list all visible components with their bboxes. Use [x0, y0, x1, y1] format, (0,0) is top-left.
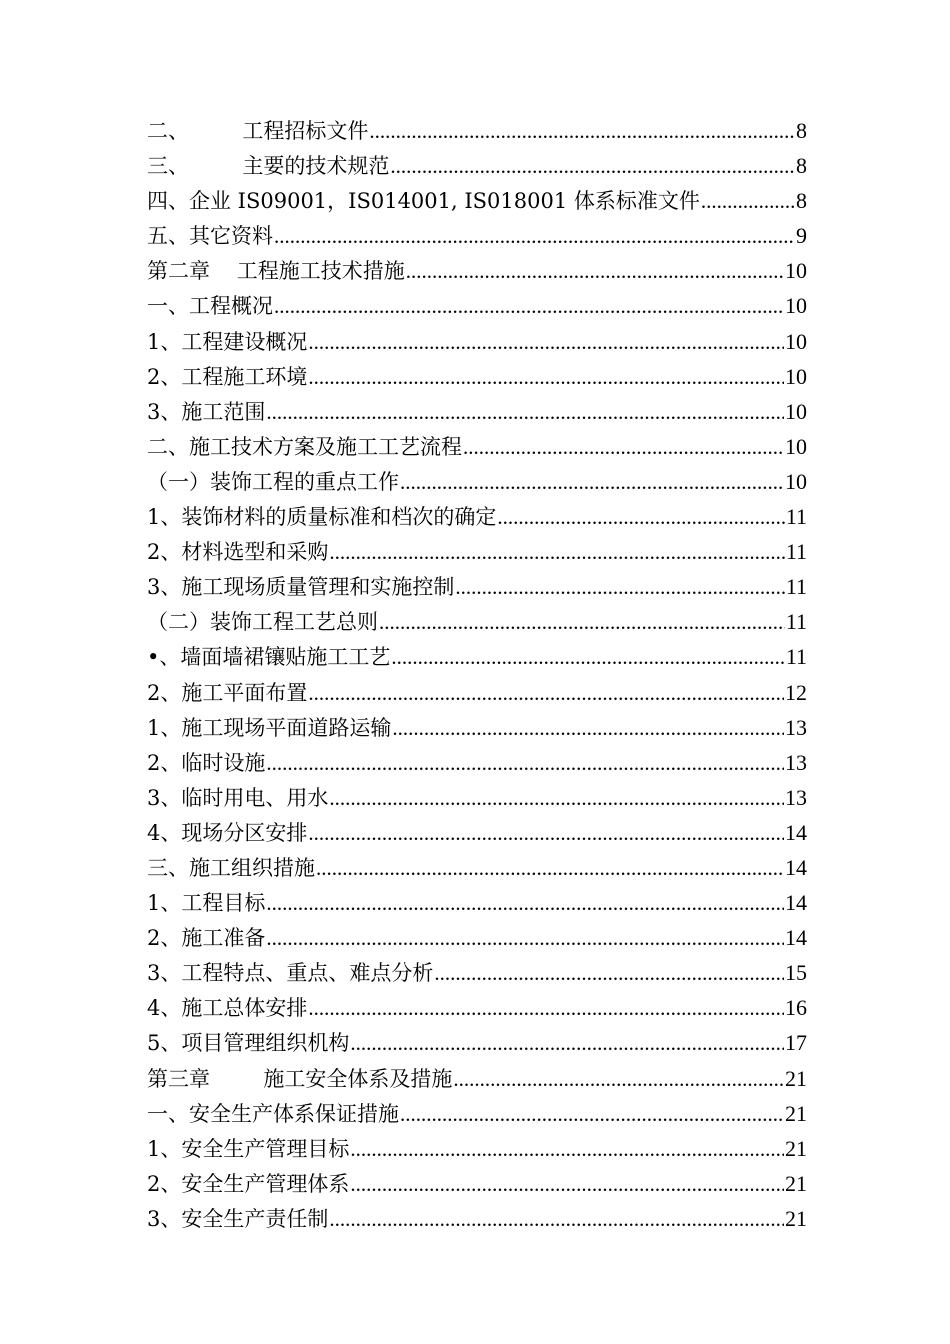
toc-entry[interactable] — [147, 324, 807, 359]
toc-entry[interactable] — [147, 990, 807, 1025]
toc-entry-title: 2、工程施工环境 — [147, 364, 308, 389]
dot-leader — [497, 500, 784, 535]
dot-leader — [329, 535, 784, 570]
toc-entry-page-number: 21 — [785, 1065, 807, 1091]
toc-entry-title: （二）装饰工程工艺总则 — [147, 610, 378, 635]
dot-leader — [392, 711, 784, 746]
toc-entry[interactable] — [147, 1166, 807, 1201]
toc-entry-page-number: 11 — [785, 644, 807, 670]
toc-entry[interactable] — [147, 920, 807, 955]
toc-entry-title: 3、临时用电、用水 — [147, 785, 329, 810]
dot-leader — [316, 851, 784, 886]
toc-entry[interactable] — [147, 218, 807, 253]
toc-entry-page-number: 10 — [785, 398, 807, 424]
dot-leader — [266, 746, 784, 781]
toc-entry-title: 2、材料选型和采购 — [147, 540, 329, 565]
dot-leader — [390, 149, 795, 184]
toc-entry-title: 4、施工总体安排 — [147, 996, 308, 1021]
toc-entry-page-number: 13 — [785, 749, 807, 775]
dot-leader — [308, 816, 784, 851]
toc-entry-title: 三、施工组织措施 — [147, 855, 315, 880]
toc-entry-page-number: 17 — [785, 1030, 807, 1056]
dot-leader — [434, 956, 784, 991]
toc-entry-title: 二、施工技术方案及施工工艺流程 — [147, 434, 462, 459]
toc-entry-title: 1、装饰材料的质量标准和档次的确定 — [147, 505, 497, 530]
toc-entry-title: 3、施工现场质量管理和实施控制 — [147, 575, 455, 600]
toc-entry-page-number: 8 — [796, 118, 807, 143]
toc-entry[interactable] — [147, 359, 807, 394]
toc-entry-title: 1、安全生产管理目标 — [147, 1136, 350, 1161]
toc-entry-title: •、墙面墙裙镶贴施工工艺 — [147, 645, 391, 670]
toc-entry[interactable] — [147, 394, 807, 429]
toc-entry[interactable] — [147, 1131, 807, 1166]
dot-leader — [266, 395, 784, 430]
toc-entry-page-number: 11 — [785, 574, 807, 600]
toc-entry[interactable] — [147, 183, 807, 218]
toc-entry-page-number: 16 — [785, 995, 807, 1021]
dot-leader — [308, 325, 784, 360]
toc-entry-title: 一、工程概况 — [147, 294, 273, 319]
dot-leader — [369, 114, 795, 149]
dot-leader — [391, 640, 784, 675]
dot-leader — [274, 289, 784, 324]
toc-entry-page-number: 11 — [785, 539, 807, 565]
toc-entry[interactable] — [147, 288, 807, 323]
table-of-contents — [147, 113, 807, 1236]
toc-entry[interactable] — [147, 148, 807, 183]
toc-entry-title: 2、施工准备 — [147, 926, 266, 951]
toc-entry-title: 2、临时设施 — [147, 750, 266, 775]
toc-entry-page-number: 21 — [785, 1100, 807, 1126]
toc-entry-title: （一）装饰工程的重点工作 — [147, 469, 399, 494]
dot-leader — [329, 781, 784, 816]
dot-leader — [308, 676, 784, 711]
toc-entry-title: 一、安全生产体系保证措施 — [147, 1101, 399, 1126]
toc-entry[interactable] — [147, 604, 807, 639]
toc-entry-page-number: 8 — [796, 153, 807, 179]
dot-leader — [308, 991, 784, 1026]
toc-entry-title: 4、现场分区安排 — [147, 820, 308, 845]
dot-leader — [350, 1167, 784, 1202]
toc-entry-title: 3、施工范围 — [147, 399, 266, 424]
toc-entry-title: 1、施工现场平面道路运输 — [147, 715, 392, 740]
toc-entry-title: 第三章 施工安全体系及措施 — [147, 1066, 453, 1091]
toc-entry[interactable] — [147, 113, 807, 148]
dot-leader — [350, 1026, 784, 1061]
toc-entry-page-number: 14 — [785, 854, 807, 880]
dot-leader — [455, 570, 784, 605]
toc-entry-page-number: 10 — [785, 293, 807, 319]
toc-entry[interactable] — [147, 885, 807, 920]
dot-leader — [329, 1202, 784, 1237]
toc-entry-page-number: 13 — [785, 714, 807, 740]
toc-entry[interactable] — [147, 1096, 807, 1131]
toc-entry-page-number: 14 — [785, 925, 807, 951]
toc-entry-page-number: 10 — [785, 433, 807, 459]
dot-leader — [379, 605, 785, 640]
dot-leader — [400, 1097, 784, 1132]
toc-entry[interactable] — [147, 569, 807, 604]
toc-entry[interactable] — [147, 675, 807, 710]
dot-leader — [274, 219, 795, 254]
toc-entry[interactable] — [147, 710, 807, 745]
toc-entry-page-number: 9 — [796, 223, 807, 249]
toc-entry-page-number: 14 — [785, 890, 807, 916]
toc-entry-page-number: 13 — [785, 784, 807, 810]
toc-entry[interactable] — [147, 1201, 807, 1236]
toc-entry-title: 5、项目管理组织机构 — [147, 1031, 350, 1056]
toc-entry-title: 1、工程建设概况 — [147, 329, 308, 354]
toc-entry-title: 五、其它资料 — [147, 224, 273, 249]
toc-entry-page-number: 12 — [785, 679, 807, 705]
toc-entry-page-number: 10 — [785, 468, 807, 494]
toc-entry-title: 二、 工程招标文件 — [147, 119, 369, 143]
toc-entry-page-number: 10 — [785, 363, 807, 389]
dot-leader — [266, 886, 784, 921]
dot-leader — [453, 1062, 784, 1097]
toc-entry[interactable] — [147, 780, 807, 815]
dot-leader — [266, 921, 784, 956]
toc-entry-title: 2、施工平面布置 — [147, 680, 308, 705]
toc-entry-page-number: 10 — [785, 258, 807, 284]
toc-entry-title: 3、安全生产责任制 — [147, 1206, 329, 1231]
toc-entry-page-number: 21 — [785, 1205, 807, 1231]
dot-leader — [400, 465, 784, 500]
toc-entry-title: 3、工程特点、重点、难点分析 — [147, 961, 434, 986]
toc-entry[interactable] — [147, 1061, 807, 1096]
toc-entry-page-number: 10 — [785, 328, 807, 354]
toc-entry[interactable] — [147, 253, 807, 288]
toc-entry-page-number: 11 — [785, 609, 807, 635]
dot-leader — [701, 184, 795, 219]
toc-entry-page-number: 21 — [785, 1135, 807, 1161]
toc-entry[interactable] — [147, 499, 807, 534]
toc-entry-page-number: 14 — [785, 819, 807, 845]
toc-entry[interactable] — [147, 815, 807, 850]
toc-entry-title: 四、企业 IS09001，IS014001, IS018001 体系标准文件 — [147, 189, 700, 214]
dot-leader — [406, 254, 784, 289]
toc-entry[interactable] — [147, 429, 807, 464]
toc-entry-title: 三、 主要的技术规范 — [147, 154, 390, 179]
toc-entry[interactable] — [147, 955, 807, 990]
toc-entry-title: 2、安全生产管理体系 — [147, 1171, 350, 1196]
toc-entry-title: 1、工程目标 — [147, 891, 266, 916]
toc-entry-page-number: 21 — [785, 1170, 807, 1196]
toc-entry[interactable] — [147, 745, 807, 780]
toc-entry-title: 第二章 工程施工技术措施 — [147, 259, 405, 284]
toc-entry[interactable] — [147, 1025, 807, 1060]
dot-leader — [308, 360, 784, 395]
toc-entry-page-number: 15 — [785, 960, 807, 986]
toc-entry[interactable] — [147, 639, 807, 674]
dot-leader — [463, 430, 784, 465]
toc-entry[interactable] — [147, 850, 807, 885]
dot-leader — [350, 1132, 784, 1167]
toc-entry-page-number: 8 — [796, 188, 807, 214]
toc-entry[interactable] — [147, 464, 807, 499]
toc-entry[interactable] — [147, 534, 807, 569]
toc-entry-page-number: 11 — [785, 504, 807, 530]
